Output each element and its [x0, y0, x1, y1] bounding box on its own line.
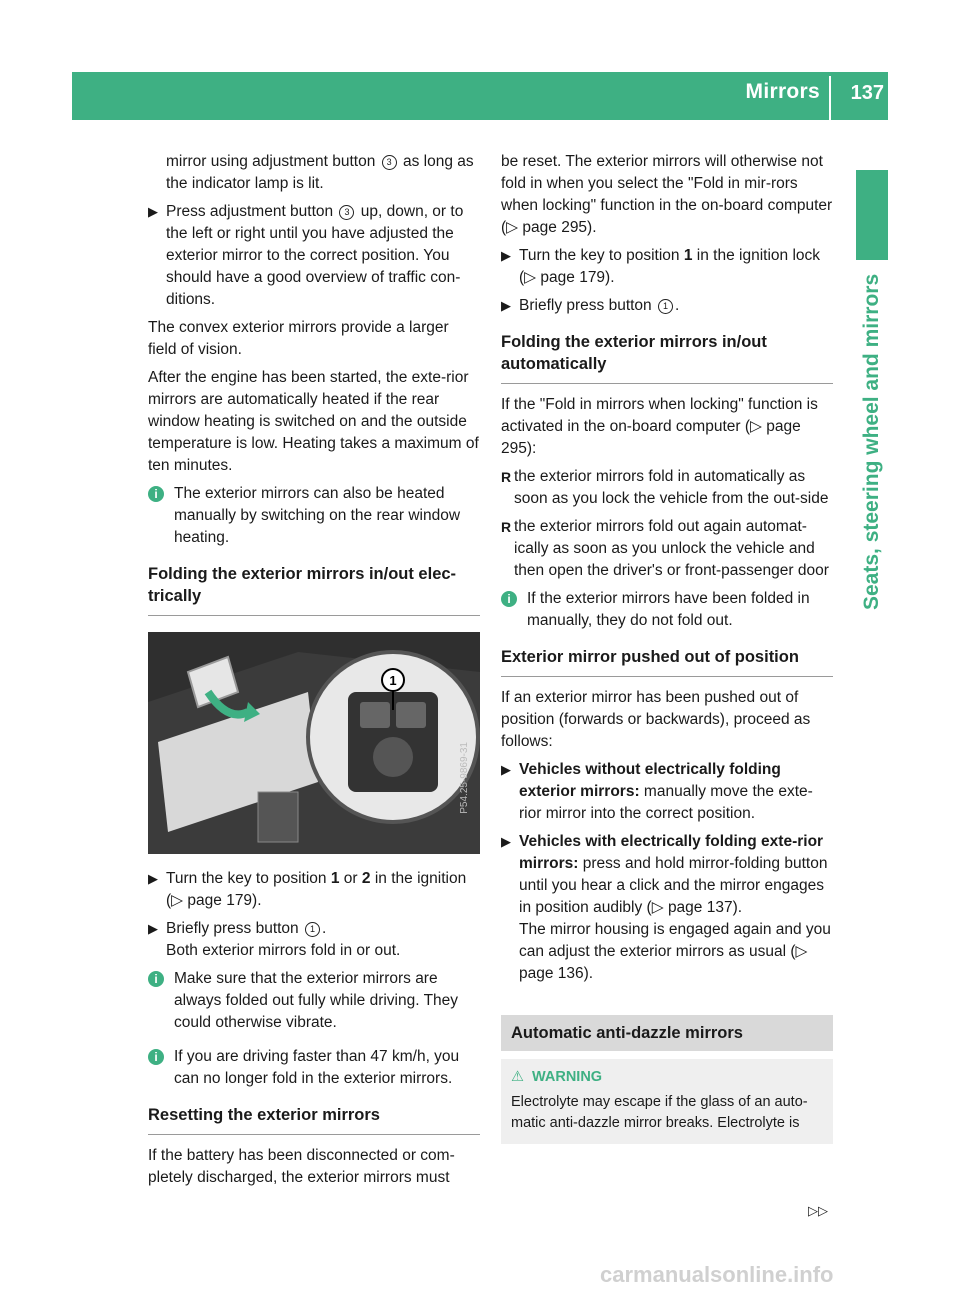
bullet-icon: R: [501, 519, 512, 535]
paragraph: After the engine has been started, the exte-rior mirrors are automatically heated if the rear window heating is switched on and the outside temperature is low. Heating takes a maximum of ten minutes.: [148, 369, 479, 474]
info-note: i If you are driving faster than 47 km/h, you can no longer fold in the exterior mirrors.: [148, 1046, 480, 1090]
info-icon: i: [148, 486, 164, 502]
instruction-step: ▶ Briefly press button 1 .: [501, 295, 833, 317]
instruction-step: ▶ Turn the key to position 1 in the ignition lock (▷ page 179).: [501, 247, 821, 286]
header-divider: [829, 76, 831, 120]
arrow-icon: ▶: [148, 204, 158, 219]
section-heading: Resetting the exterior mirrors: [148, 1104, 480, 1135]
info-icon: i: [501, 591, 517, 607]
arrow-icon: ▶: [148, 871, 158, 886]
page-number: 137: [850, 82, 884, 104]
figure-code: P54.25-9869-31: [459, 742, 470, 814]
side-tab-label: Seats, steering wheel and mirrors: [860, 274, 883, 611]
section-heading: Exterior mirror pushed out of position: [501, 646, 833, 677]
instruction-step: ▶ Turn the key to position 1 or 2 in the ignition (▷ page 179).: [148, 870, 467, 909]
arrow-icon: ▶: [148, 921, 158, 936]
door-panel-illustration: [148, 632, 480, 854]
button-1-symbol: 1: [305, 922, 320, 937]
page-ref-icon: ▷: [795, 943, 808, 960]
warning-box: [501, 1059, 833, 1144]
button-3-symbol: 3: [382, 155, 397, 170]
paragraph: If an exterior mirror has been pushed out of position (forwards or backwards), proceed as follows:: [501, 689, 811, 750]
page-ref-icon: ▷: [750, 418, 762, 435]
page-ref-icon: ▷: [651, 899, 664, 916]
arrow-icon: ▶: [501, 248, 511, 263]
continue-icon: ▷▷: [808, 1203, 828, 1218]
warning-text: Electrolyte may escape if the glass of an auto-matic anti-dazzle mirror breaks. Electrolyte is: [511, 1094, 808, 1131]
instruction-step: ▶ Vehicles without electrically folding exterior mirrors: manually move the exte-rior mirror into the correct position.: [501, 761, 813, 822]
paragraph: The convex exterior mirrors provide a larger field of vision.: [148, 319, 449, 358]
warning-triangle-icon: ⚠: [511, 1069, 524, 1085]
paragraph: be reset. The exterior mirrors will otherwise not fold in when you select the "Fold in mir-rors when locking" function in the on-board computer (▷ page 295).: [501, 153, 833, 236]
instruction-step: ▶ Briefly press button 1 . Both exterior mirrors fold in or out.: [148, 920, 401, 959]
mirror-switch-figure: [148, 632, 480, 854]
arrow-icon: ▶: [501, 834, 511, 849]
bullet-icon: R: [501, 469, 512, 485]
svg-text:1: 1: [389, 673, 397, 688]
paragraph: mirror using adjustment button 3 as long as the indicator lamp is lit.: [166, 153, 474, 192]
section-box-title: Automatic anti-dazzle mirrors: [501, 1015, 833, 1051]
info-note: i If the exterior mirrors have been folded in manually, they do not fold out.: [501, 588, 833, 632]
right-column: [501, 151, 833, 1144]
section-heading: Folding the exterior mirrors in/out elec-trically: [148, 563, 480, 616]
page-ref-icon: ▷: [506, 219, 519, 236]
bullet-item: R the exterior mirrors fold out again automat-ically as soon as you unlock the vehicle and then open the driver's or front-passenger door: [501, 518, 829, 579]
section-heading: Folding the exterior mirrors in/out automatically: [501, 331, 833, 384]
paragraph: If the battery has been disconnected or com-pletely discharged, the exterior mirrors must: [148, 1147, 455, 1186]
paragraph: If the "Fold in mirrors when locking" function is activated in the on-board computer (▷ page 295):: [501, 396, 818, 457]
page-ref-icon: ▷: [524, 269, 537, 286]
warning-title: ⚠ WARNING: [511, 1067, 823, 1088]
button-3-symbol: 3: [339, 205, 354, 220]
arrow-icon: ▶: [501, 762, 511, 777]
watermark: carmanualsonline.info: [600, 1262, 834, 1287]
info-icon: i: [148, 1049, 164, 1065]
left-column: [148, 151, 480, 1195]
header-bar: [72, 72, 888, 120]
instruction-step: ▶ Press adjustment button 3 up, down, or to the left or right until you have adjusted the exterior mirror to the correct position. You should have a good overview of traffic con-ditions.: [148, 203, 464, 308]
info-note: i Make sure that the exterior mirrors are always folded out fully while driving. They could otherwise vibrate.: [148, 968, 480, 1034]
info-note: i The exterior mirrors can also be heated manually by switching on the rear window heating.: [148, 483, 480, 549]
button-1-symbol: 1: [658, 299, 673, 314]
bullet-item: R the exterior mirrors fold in automatically as soon as you lock the vehicle from the out-side: [501, 468, 829, 507]
page-ref-icon: ▷: [171, 892, 184, 909]
arrow-icon: ▶: [501, 298, 511, 313]
instruction-step: ▶ Vehicles with electrically folding exte-rior mirrors: press and hold mirror-folding button until you hear a click and the mirror engages in position audibly (▷ page 137). The mirror housing is engaged again and you can adjust the exterior mirrors as usual (▷ page 136).: [501, 833, 831, 982]
side-tab-marker: [856, 170, 888, 260]
info-icon: i: [148, 971, 164, 987]
section-title: Mirrors: [745, 80, 820, 103]
